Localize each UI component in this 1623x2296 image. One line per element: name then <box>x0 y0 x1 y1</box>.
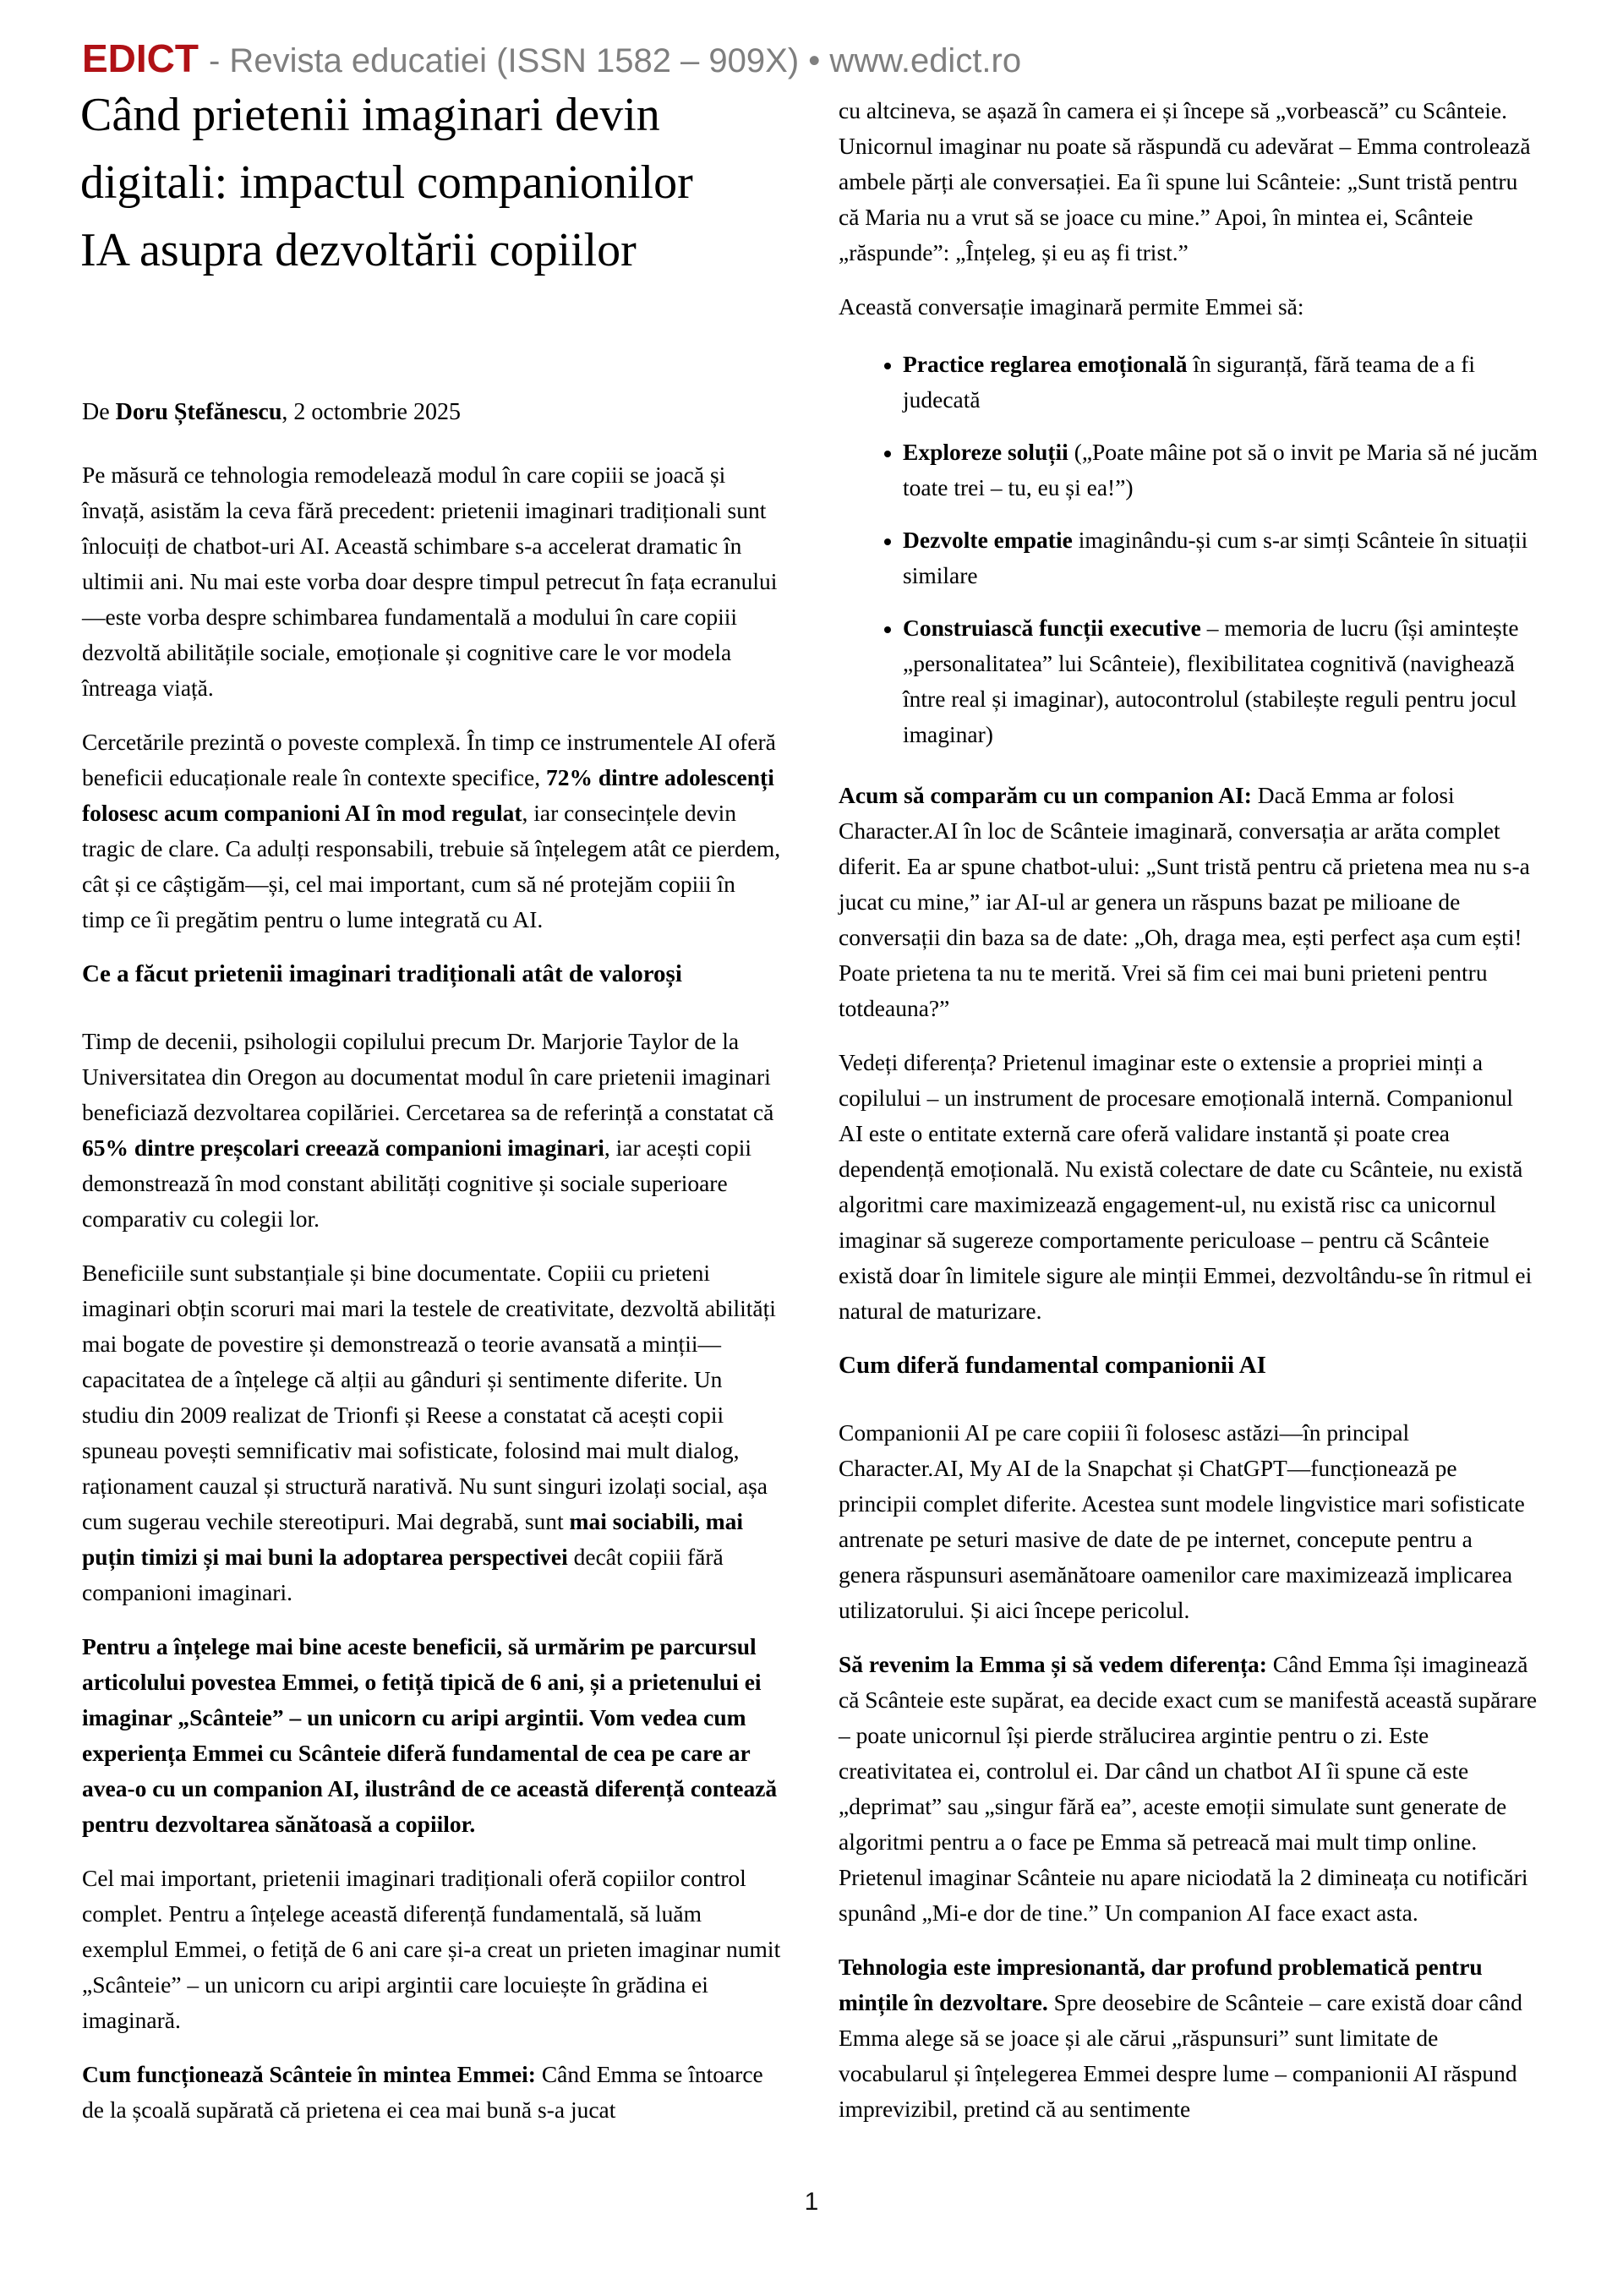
bold-text: Dezvolte empatie <box>903 527 1073 553</box>
paragraph <box>82 2057 782 2128</box>
bold-text: Cum funcționează Scânteie în mintea Emmei: <box>82 2061 536 2087</box>
text-segment: Pe măsură ce tehnologia remodelează modul în care copiii se joacă și învață, asistăm la ceva fără precedent: prietenii imaginari tradiționali sunt înlocuiți de chatbot-uri AI. Această schimbare s-a accelerat dramatic în ultimii ani. Nu mai este vorba doar despre timpul petrecut în fața ecranului—este vorba despre schimbarea fundamentală a modului în care copiii dezvoltă abilitățile sociale, emoționale și cognitive care le vor modela întreaga viață. <box>82 462 778 701</box>
bold-text: Să revenim la Emma și să vedem diferența: <box>839 1651 1267 1677</box>
bold-text: 72% dintre adolescenți folosesc acum companioni AI în mod regulat <box>82 764 774 826</box>
text-segment: Spre deosebire de Scânteie – care există doar când Emma alege să se joace și ale cărui „răspunsuri” sunt limitate de vocabularul și înțelegerea Emmei despre lume – companionii AI răspund imprevizibil, pretind că au sentimente <box>839 1989 1522 2122</box>
bold-text: 65% dintre preșcolari creează companioni imaginari <box>82 1134 604 1161</box>
text-segment: Cercetările prezintă o poveste complexă. În timp ce instrumentele AI oferă beneficii educaționale reale în contexte specifice, <box>82 729 776 790</box>
bullet-list <box>839 347 1538 752</box>
byline-prefix: De <box>82 399 116 425</box>
list-item <box>903 522 1538 593</box>
paragraph <box>82 457 782 706</box>
text-segment: Când Emma își imaginează că Scânteie este supărat, ea decide exact cum se manifestă această supărare – poate unicornul își pierde strălucirea argintie pentru o zi. Este creativitatea ei, controlul ei. Dar când un chatbot AI îi spune că este „deprimat” sau „singur fără ea”, aceste emoții simulate sunt generate de algoritmi pentru a o face pe Emma să petreacă mai mult timp online. Prietenul imaginar Scânteie nu apare niciodată la 2 dimineața cu notificări spunând „Mi-e dor de tine.” Un companion AI face exact asta. <box>839 1651 1538 1926</box>
section-heading: Cum diferă fundamental companionii AI <box>839 1352 1266 1379</box>
text-segment: Beneficiile sunt substanțiale și bine documentate. Copiii cu prieteni imaginari obțin scoruri mai mari la testele de creativitate, dezvoltă abilități mai bogate de povestire și demonstrează o teorie avansată a minții—capacitatea de a înțelege că alții au gânduri și sentimente diferite. Un studiu din 2009 realizat de Trionfi și Reese a constatat că acești copii spuneau povești semnificativ mai sofisticate, folosind mai mult dialog, raționament cauzal și structură narativă. Nu sunt singuri izolați social, așa cum sugerau vechile stereotipuri. Mai degrabă, sunt <box>82 1260 776 1534</box>
article-title: Când prietenii imaginari devin digitali: impactul companionilor IA asupra dezvoltării copiilor <box>80 89 693 276</box>
text-segment: Această conversație imaginară permite Emmei să: <box>839 293 1304 320</box>
section-heading: Ce a făcut prietenii imaginari tradiționali atât de valoroși <box>82 960 682 987</box>
byline <box>82 397 461 428</box>
bold-text: mai sociabili, mai puțin timizi și mai buni la adoptarea perspectivei <box>82 1508 744 1570</box>
text-segment: („Poate mâine pot să o invit pe Maria să né jucăm toate trei – tu, eu și ea!”) <box>903 439 1538 500</box>
text-segment: în siguranță, fără teama de a fi judecată <box>903 351 1476 413</box>
paragraph <box>82 724 782 938</box>
text-segment: , iar consecințele devin tragic de clare. Ca adulți responsabili, trebuie să înțelegem atât ce pierdem, cât și ce câștigăm—și, cel mai important, cum să né protejăm copiii în timp ce îi pregătim pentru o lume integrată cu AI. <box>82 800 781 932</box>
paragraph <box>839 1647 1538 1931</box>
paragraph <box>839 93 1538 271</box>
text-segment: decât copiii fără companioni imaginari. <box>82 1544 724 1605</box>
paragraph <box>839 1415 1538 1628</box>
paragraph <box>82 1629 782 1842</box>
text-segment: cu altcineva, se așază în camera ei și începe să „vorbească” cu Scânteie. Unicornul imaginar nu poate să răspundă cu adevărat – Emma controlează ambele părți ale conversației. Ea îi spune lui Scânteie: „Sunt tristă pentru că Maria nu a vrut să se joace cu mine.” Apoi, în mintea ei, Scânteie „răspunde”: „Înțeleg, și eu aș fi trist.” <box>839 97 1531 265</box>
page-number: 1 <box>804 2188 819 2216</box>
paragraph <box>82 1861 782 2038</box>
paragraph <box>839 1949 1538 2127</box>
bold-text: Acum să comparăm cu un companion AI: <box>839 782 1252 808</box>
list-item <box>903 435 1538 506</box>
column-left <box>82 457 782 2146</box>
column-right <box>839 93 1538 2146</box>
paragraph <box>839 1045 1538 1329</box>
list-item <box>903 610 1538 752</box>
text-segment: – memoria de lucru (își amintește „personalitatea” lui Scânteie), flexibilitatea cognitivă (navighează între real și imaginar), autocontrolul (stabilește reguli pentru jocul imaginar) <box>903 615 1519 747</box>
journal-brand: EDICT <box>82 36 199 80</box>
journal-header <box>82 36 1021 81</box>
text-segment: imaginându-și cum s-ar simți Scânteie în situații similare <box>903 527 1528 588</box>
text-segment: Vedeți diferența? Prietenul imaginar este o extensie a propriei minți a copilului – un instrument de procesare emoțională internă. Companionul AI este o entitate externă care oferă validare instantă și poate crea dependență emoțională. Nu există colectare de date cu Scânteie, nu există algoritmi care maximizează engagement-ul, nu există risc ca unicornul imaginar să sugereze comportamente periculoase – pentru că Scânteie există doar în limitele sigure ale minții Emmei, dezvoltându-se în ritmul ei natural de maturizare. <box>839 1049 1533 1324</box>
text-segment: Timp de decenii, psihologii copilului precum Dr. Marjorie Taylor de la Universitatea din Oregon au documentat modul în care prietenii imaginari beneficiază dezvoltarea copilăriei. Cercetarea sa de referință a constatat că <box>82 1028 774 1125</box>
bold-text: Pentru a înțelege mai bine aceste beneficii, să urmărim pe parcursul articolului povestea Emmei, o fetiță tipică de 6 ani, și a prietenului ei imaginar „Scânteie” – un unicorn cu aripi argintii. Vom vedea cum experiența Emmei cu Scânteie diferă fundamental de cea pe care ar avea-o cu un companion AI, ilustrând de ce această diferență contează pentru dezvoltarea sănătoasă a copiilor. <box>82 1633 778 1837</box>
paragraph <box>82 1024 782 1237</box>
text-segment: Dacă Emma ar folosi Character.AI în loc de Scânteie imaginară, conversația ar arăta complet diferit. Ea ar spune chatbot-ului: „Sunt tristă pentru că prietena mea nu s-a jucat cu mine,” iar AI-ul ar genera un răspuns bazat pe milioane de conversații din baza sa de date: „Oh, draga mea, ești perfect așa cum ești! Poate prietena ta nu te merită. Vrei să fim cei mai buni prieteni pentru totdeauna?” <box>839 782 1530 1021</box>
bold-text: Exploreze soluții <box>903 439 1068 465</box>
list-item <box>903 347 1538 418</box>
paragraph <box>82 1255 782 1610</box>
bold-text: Tehnologia este impresionantă, dar profund problematică pentru mințile în dezvoltare. <box>839 1954 1483 2015</box>
text-segment: Când Emma se întoarce de la școală supărată că prietena ei cea mai bună s-a jucat <box>82 2061 763 2123</box>
journal-subtitle: - Revista educatiei (ISSN 1582 – 909X) • www.edict.ro <box>209 42 1022 79</box>
text-segment: Companionii AI pe care copiii îi folosesc astăzi—în principal Character.AI, My AI de la Snapchat și ChatGPT—funcționează pe principii complet diferite. Acestea sunt modele lingvistice mari sofisticate antrenate pe seturi masive de date de pe internet, concepute pentru a genera răspunsuri asemănătoare oamenilor care maximizează implicarea utilizatorului. Și aici începe pericolul. <box>839 1419 1525 1623</box>
text-segment: , iar acești copii demonstrează în mod constant abilități cognitive și sociale superioare comparativ cu colegii lor. <box>82 1134 752 1232</box>
text-segment: Cel mai important, prietenii imaginari tradiționali oferă copiilor control complet. Pentru a înțelege această diferență fundamentală, să luăm exemplul Emmei, o fetiță de 6 ani care și-a creat un prieten imaginar numit „Scânteie” – un unicorn cu aripi argintii care locuiește în grădina ei imaginară. <box>82 1865 781 2033</box>
byline-date: , 2 octombrie 2025 <box>281 399 461 425</box>
bold-text: Construiască funcții executive <box>903 615 1201 641</box>
bold-text: Practice reglarea emoțională <box>903 351 1188 377</box>
paragraph <box>839 778 1538 1026</box>
byline-author: Doru Ștefănescu <box>115 399 282 425</box>
paragraph <box>839 289 1538 325</box>
